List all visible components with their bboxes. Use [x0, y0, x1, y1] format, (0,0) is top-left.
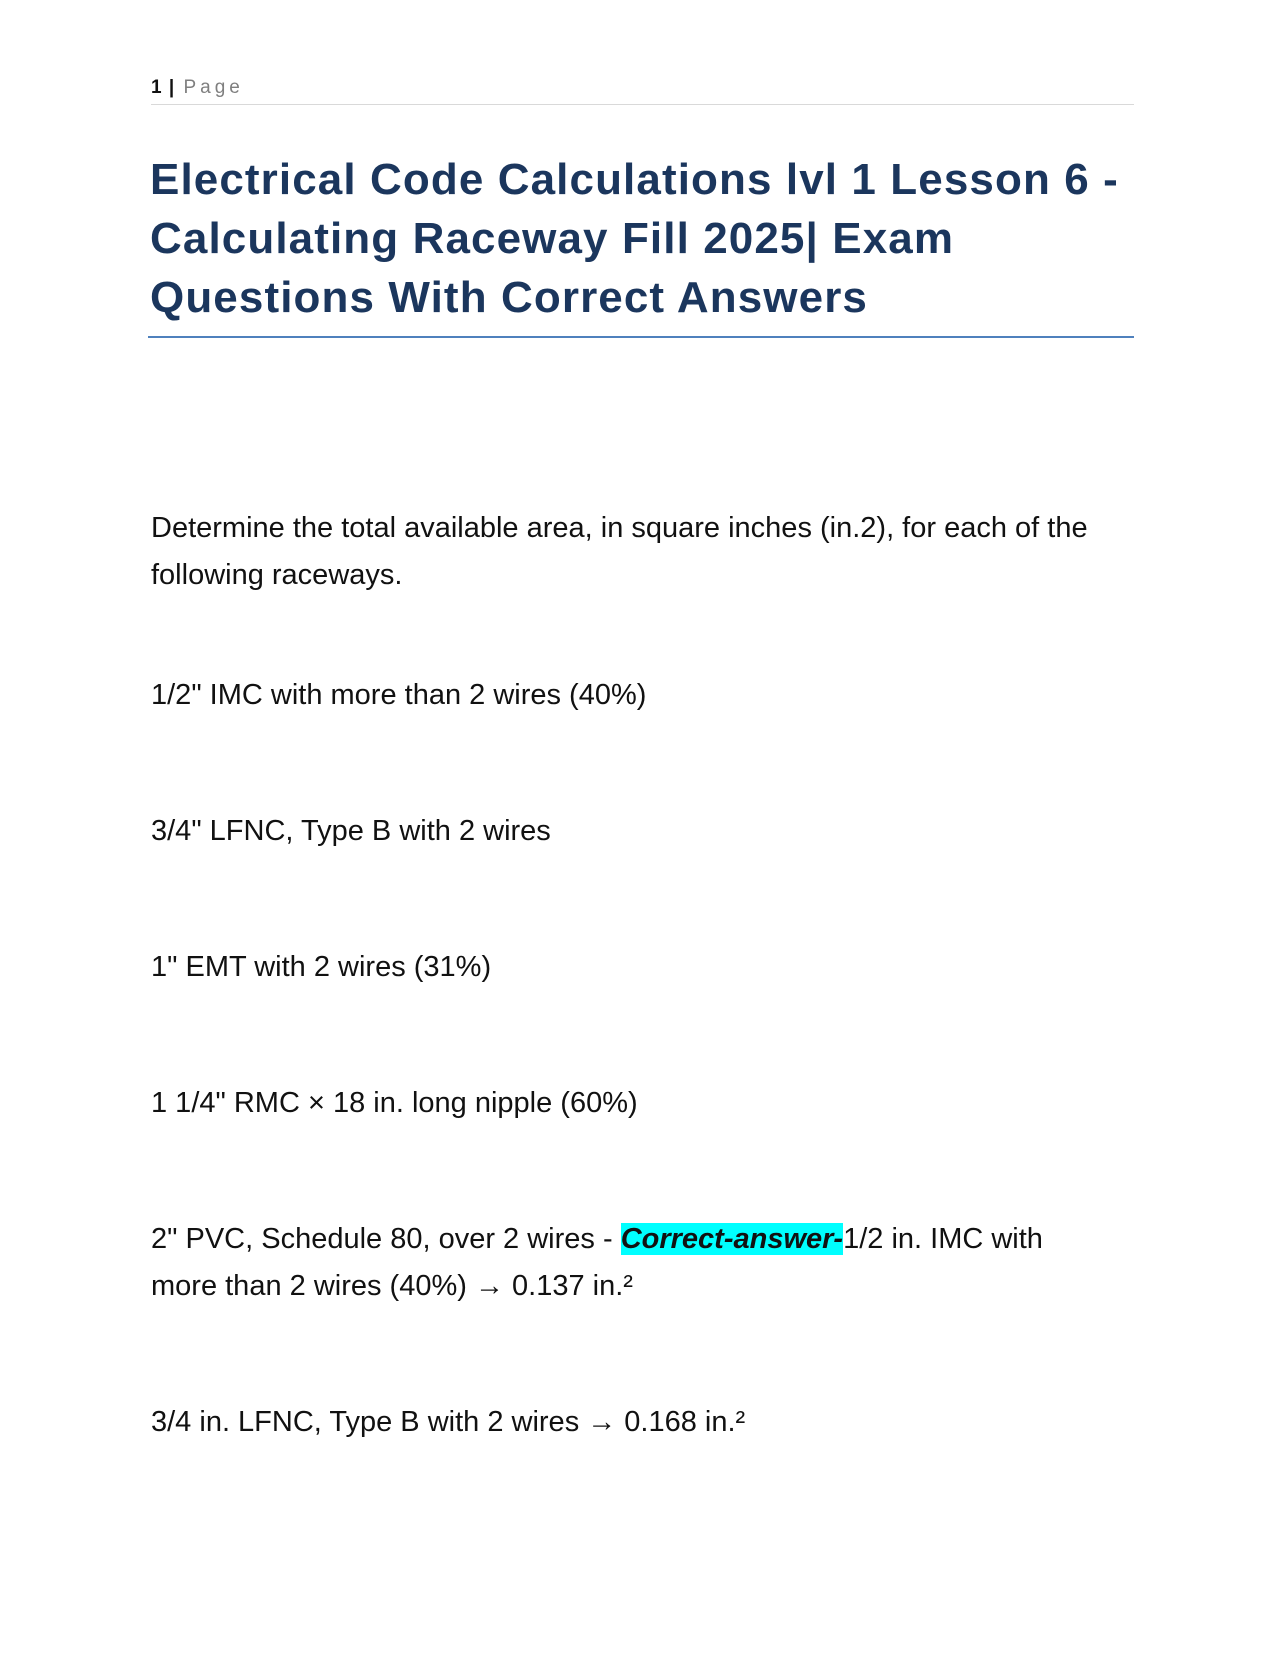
page-label: Page [183, 77, 244, 98]
question-item-1: 1/2" IMC with more than 2 wires (40%) [151, 679, 647, 711]
title-underline [148, 336, 1134, 338]
page-header [151, 76, 1134, 105]
correct-answer-marker: Correct-answer- [620, 1223, 844, 1255]
page-number: 1 [151, 77, 162, 98]
answer-item-prefix: 2" PVC, Schedule 80, over 2 wires - [151, 1223, 621, 1255]
question-item-4: 1 1/4" RMC × 18 in. long nipple (60%) [151, 1087, 638, 1119]
question-item-2: 3/4" LFNC, Type B with 2 wires [151, 815, 551, 847]
answer-text: 1/2 in. IMC with more than 2 wires (40%) → 0.137 in.² [151, 1223, 1043, 1302]
answer-item [151, 1216, 1111, 1310]
question-item-3: 1" EMT with 2 wires (31%) [151, 951, 492, 983]
document-title: Electrical Code Calculations lvl 1 Lesson 6 - Calculating Raceway Fill 2025| Exam Questions With Correct Answers [150, 155, 1119, 322]
answer-followup: 3/4 in. LFNC, Type B with 2 wires → 0.168 in.² [151, 1406, 746, 1438]
page-header-separator: | [168, 77, 175, 98]
question-intro: Determine the total available area, in square inches (in.2), for each of the following raceways. [151, 512, 1088, 591]
